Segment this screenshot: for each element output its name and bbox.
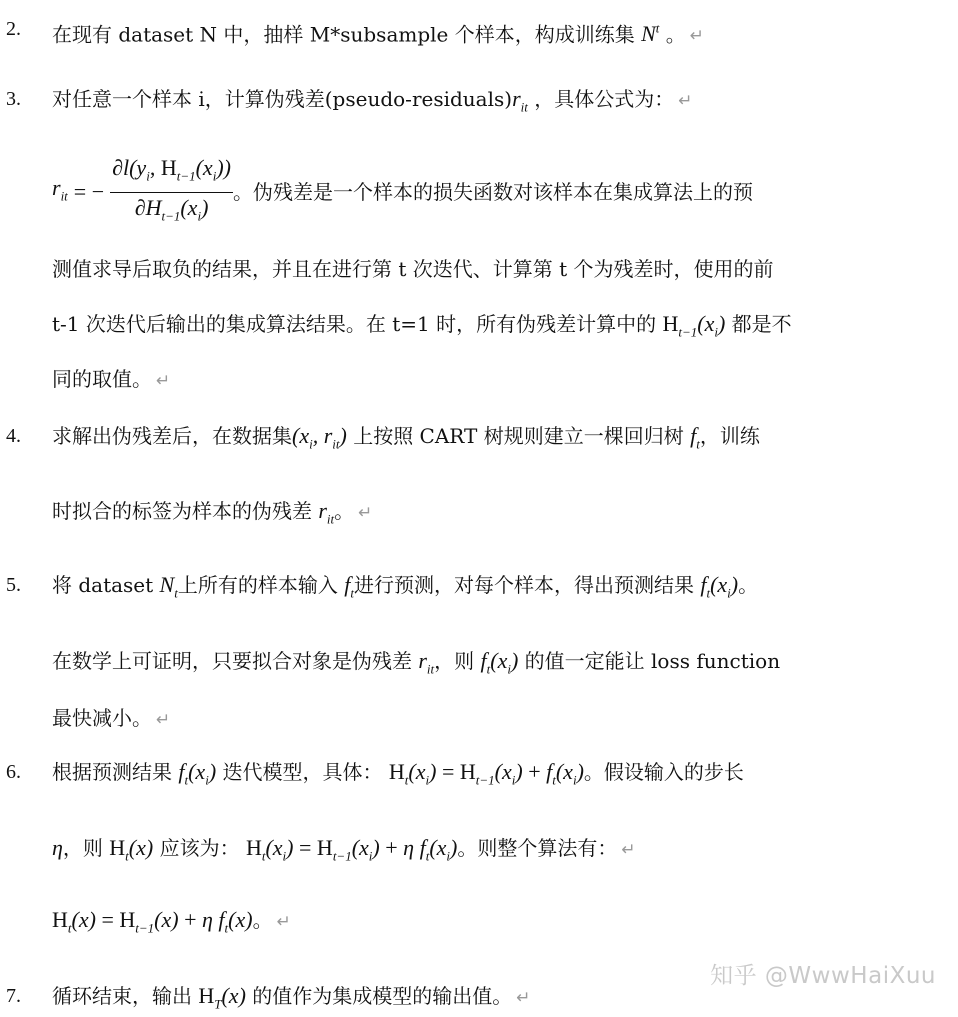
return-mark-icon: ↵ xyxy=(689,26,705,47)
return-mark-icon: ↵ xyxy=(156,710,171,730)
step-number: 7. xyxy=(6,985,21,1007)
math-N-t: $N_t$ xyxy=(159,572,178,601)
return-mark-icon: ↵ xyxy=(358,503,373,523)
math-H-t-x: $H_t(x)$ xyxy=(109,835,154,864)
fraction-numerator: $\partial l(y_i$, $H_{t-1}(x_i)$) xyxy=(110,155,233,192)
step-number: 4. xyxy=(6,425,21,447)
return-mark-icon: ↵ xyxy=(276,912,291,932)
step-number: 6. xyxy=(6,761,21,783)
step-text: 对任意一个样本 i，计算伪残差(pseudo-residuals) xyxy=(52,87,513,111)
step-number: 3. xyxy=(6,88,21,110)
math-N: $N^t$ xyxy=(641,21,660,47)
return-mark-icon: ↵ xyxy=(516,988,531,1008)
math-f-t-xi: $f_t(x_i)$ xyxy=(480,648,519,677)
step-number: 2. xyxy=(6,18,21,40)
zhihu-watermark: 知乎 @WwwHaiXuu xyxy=(710,963,936,989)
math-f-t: $f_t$ xyxy=(344,572,354,601)
math-f-t-xi: $f_t(x_i)$ xyxy=(700,572,739,601)
fraction-denominator: $\partial H_{t-1}(x_i)$ xyxy=(134,194,209,223)
math-update-rule-eta: $H_t(x_i) = H_{t-1}(x_i) + \eta$ $f_t(x_i)$ xyxy=(245,835,458,864)
math-dataset-pair: ($x_i$, $r_{it}$) xyxy=(292,423,347,452)
math-r-it: $r_{it}$ xyxy=(318,498,335,527)
math-update-rule: $H_t(x_i) = H_{t-1}(x_i) + f_t(x_i)$ xyxy=(388,759,584,788)
math-f-t: $f_t$ xyxy=(690,423,700,452)
return-mark-icon: ↵ xyxy=(678,91,693,111)
return-mark-icon: ↵ xyxy=(156,371,171,391)
step-text: 在现有 dataset N 中，抽样 M*subsample 个样本，构成训练集 xyxy=(52,22,635,47)
math-f-t-xi: $f_t(x_i)$ xyxy=(178,759,217,788)
math-eta: η xyxy=(52,835,63,860)
math-r-it: $r_{it}$ xyxy=(512,86,528,115)
math-H-t-1: $H_{t-1}(x_i)$ xyxy=(662,311,726,340)
math-r-it: $r_{it}$ xyxy=(418,648,435,677)
formula-fraction xyxy=(110,155,233,229)
return-mark-icon: ↵ xyxy=(621,840,636,860)
formula-lhs: $r_{it}$ xyxy=(52,174,68,204)
math-final-rule: $H_t(x) = H_{t-1}(x) + \eta$ $f_t(x)$ xyxy=(52,907,253,936)
step-number: 5. xyxy=(6,574,21,596)
math-H-T-x: $H_T(x)$ xyxy=(198,983,246,1012)
